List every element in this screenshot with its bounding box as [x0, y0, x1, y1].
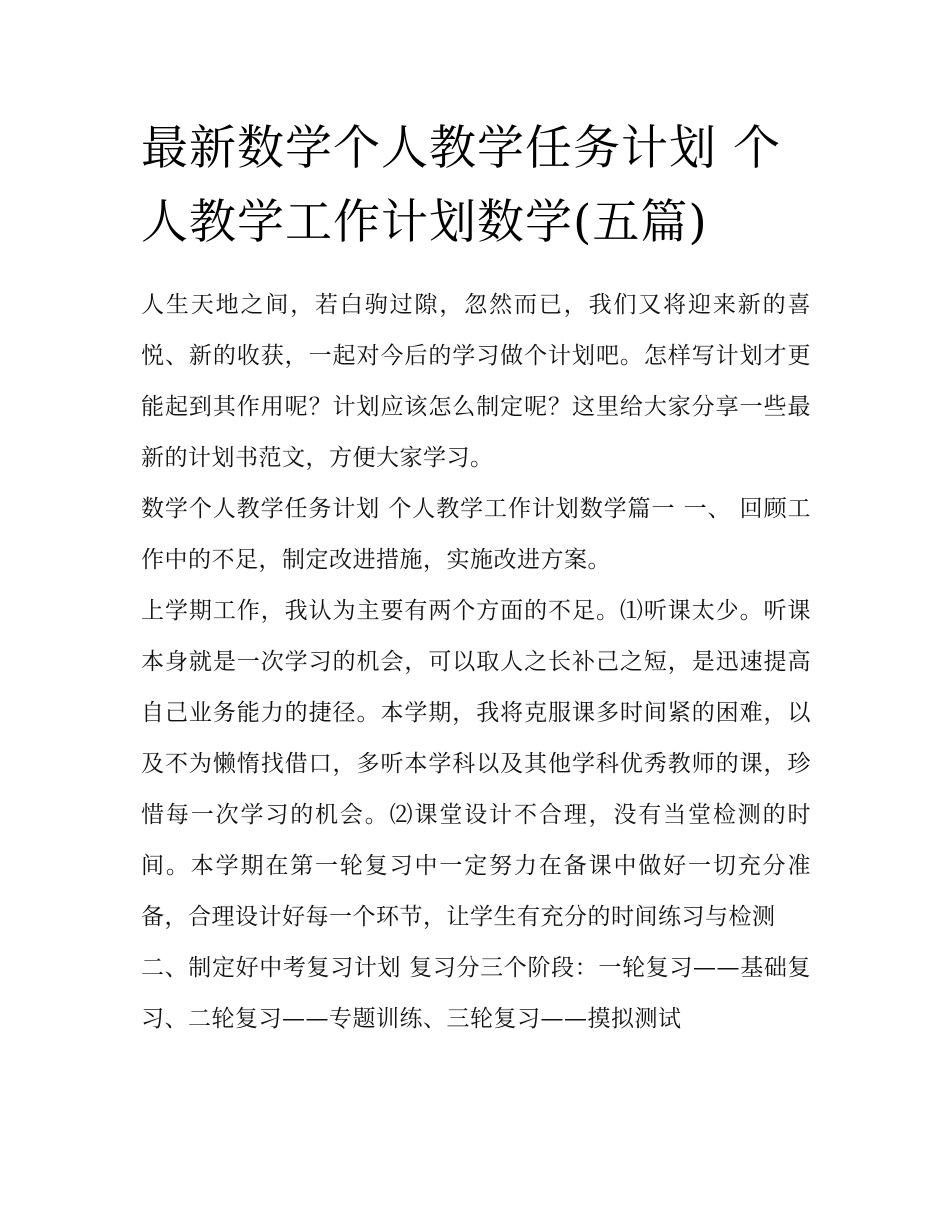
paragraph-shortcomings: 上学期工作，我认为主要有两个方面的不足。⑴听课太少。听课本身就是一次学习的机会，可以取人之长补己之短，是迅速提高自己业务能力的捷径。本学期，我将克服课多时间紧的困难，以及不为懒惰找借口，多听本学科以及其他学科优秀教师的课，珍惜每一次学习的机会。⑵课堂设计不合理，没有当堂检测的时间。本学期在第一轮复习中一定努力在备课中做好一切充分准备，合理设计好每一个环节，让学生有充分的时间练习与检测: [141, 598, 811, 930]
paragraph-intro: 人生天地之间，若白驹过隙，忽然而已，我们又将迎来新的喜悦、新的收获，一起对今后的学习做个计划吧。怎样写计划才更能起到其作用呢？计划应该怎么制定呢？这里给大家分享一些最新的计划书范文，方便大家学习。: [141, 292, 811, 471]
paragraph-section-one-heading: 数学个人教学任务计划 个人教学工作计划数学篇一 一、 回顾工作中的不足，制定改进措施，实施改进方案。: [141, 496, 811, 573]
paragraph-review-plan: 二、制定好中考复习计划 复习分三个阶段：一轮复习——基础复习、二轮复习——专题训练、三轮复习——摸拟测试: [141, 955, 811, 1032]
document-title: 最新数学个人教学任务计划 个人教学工作计划数学(五篇): [141, 121, 781, 250]
document-page: [141, 112, 811, 1045]
